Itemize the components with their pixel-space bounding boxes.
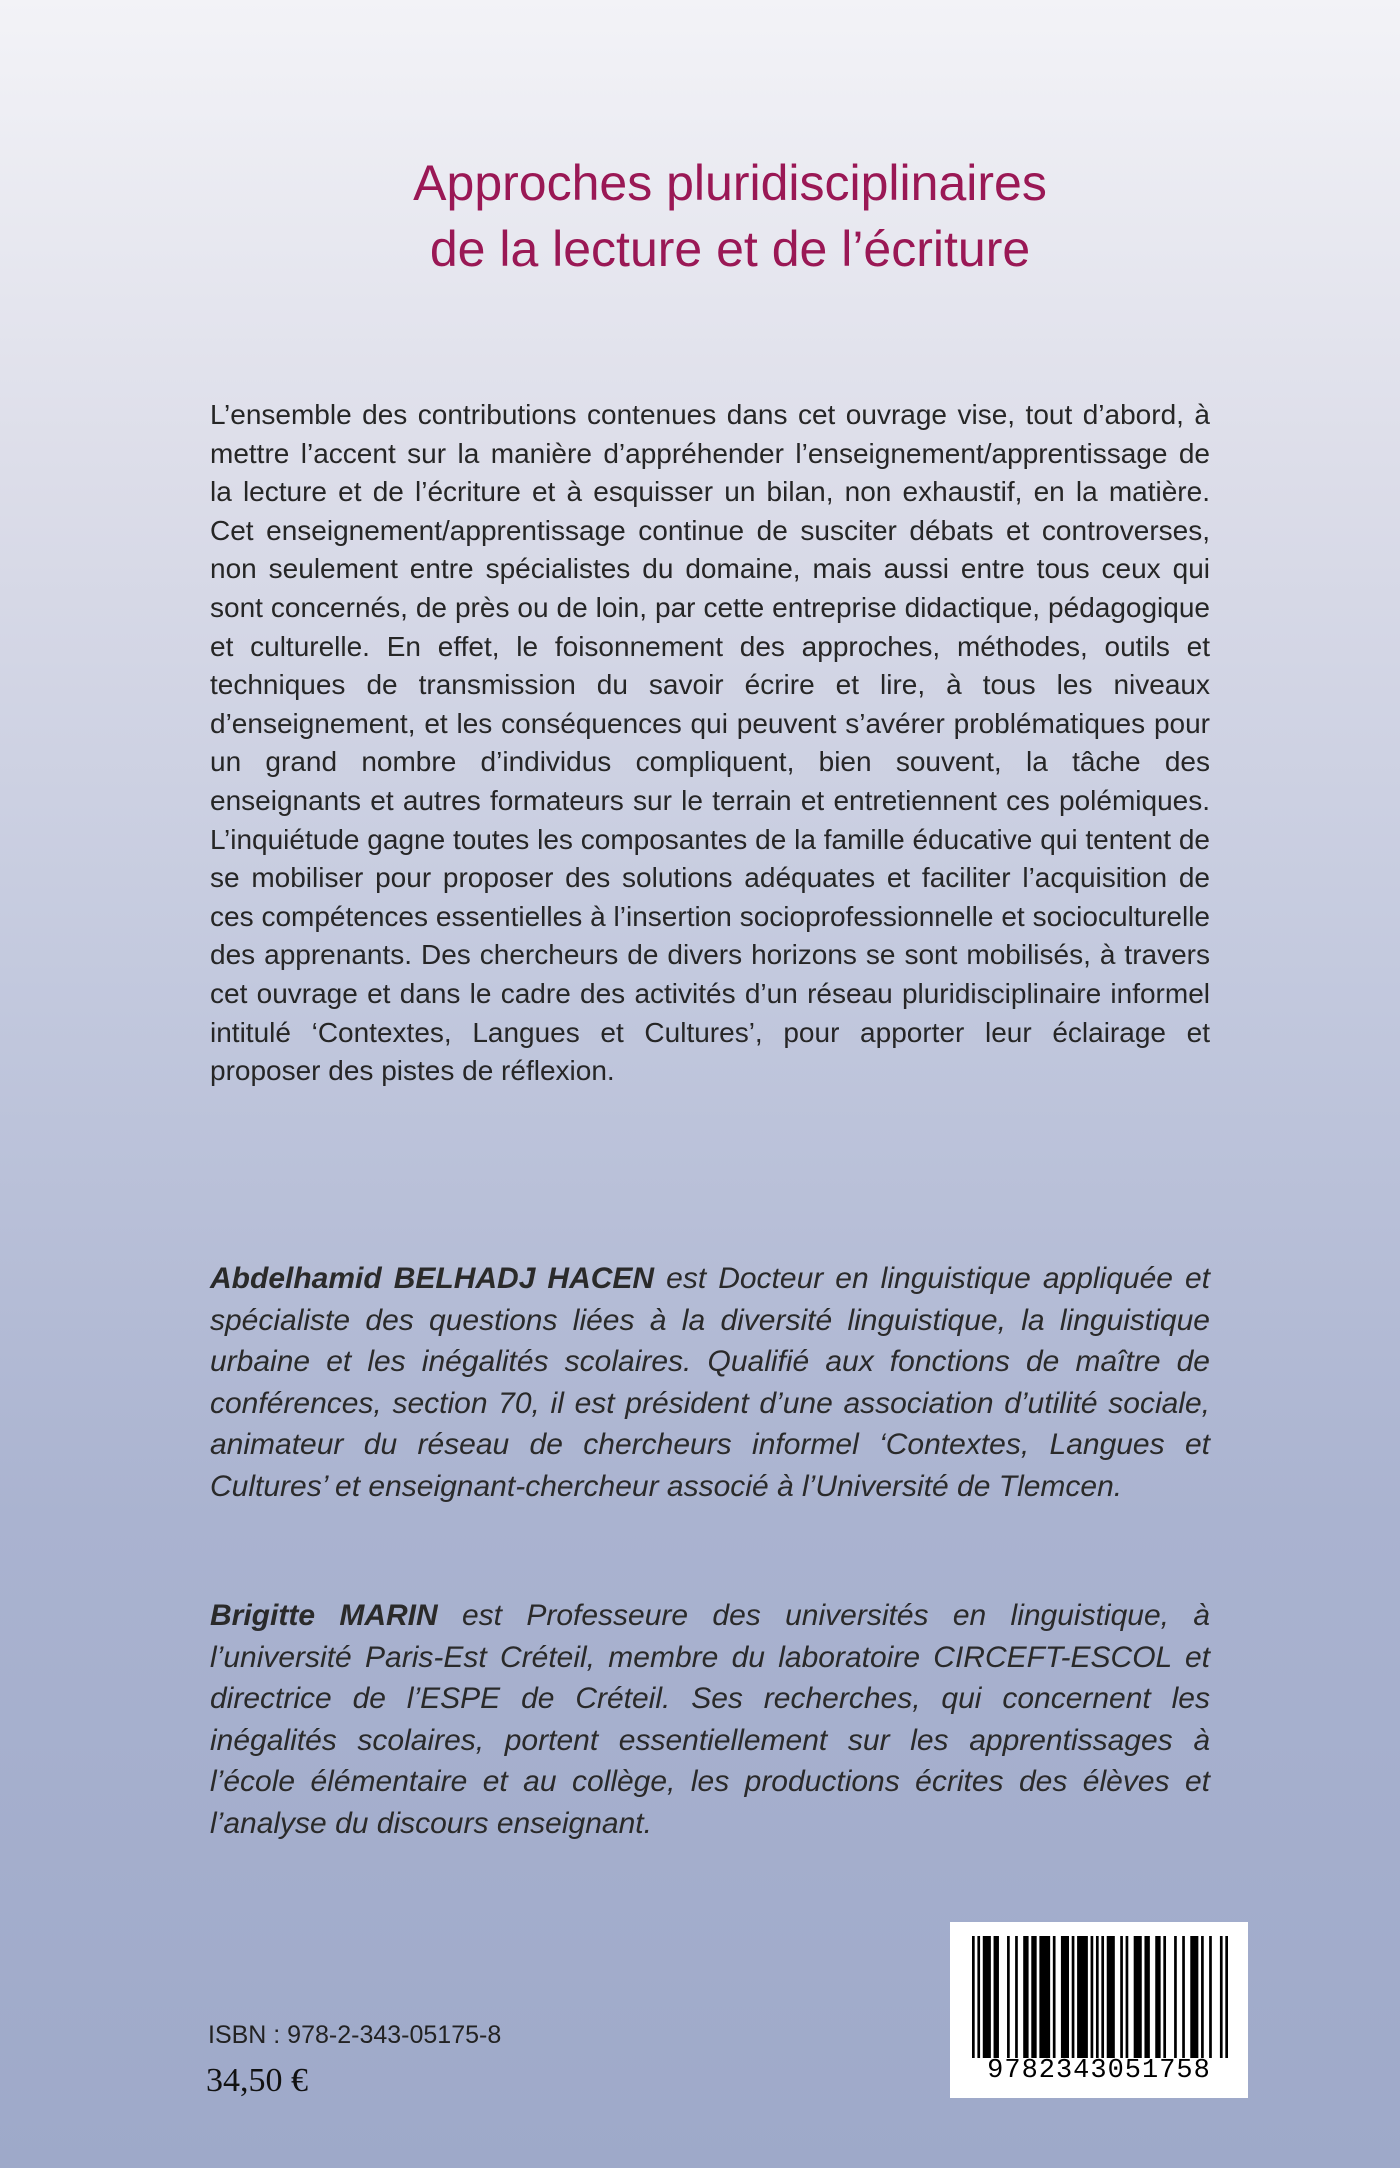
barcode-bar	[1144, 1936, 1149, 2058]
barcode-bar	[1182, 1936, 1185, 2058]
barcode-bar	[1190, 1936, 1198, 2058]
barcode-bar	[1155, 1936, 1160, 2058]
book-title	[200, 150, 1260, 282]
barcode-bar	[1220, 1936, 1223, 2058]
barcode-bar	[1077, 1936, 1088, 2058]
barcode-bars	[972, 1936, 1228, 2058]
price: 34,50 €	[206, 2062, 308, 2099]
barcode-bar	[1039, 1936, 1050, 2058]
barcode-bar	[1174, 1936, 1177, 2058]
barcode-bar	[1101, 1936, 1104, 2058]
author-bio-text-2: est Professeure des universités en linguistique, à l’université Paris-Est Créteil, membre du laboratoire CIRCEFT-ESCOL et directrice de l’ESPE de Créteil. Ses recherches, qui concernent les inégalités scolaires, portent essentiellement sur les apprentissages à l’école élémentaire et au collège, les productions écrites des élèves et l’analyse du discours enseignant.	[210, 1599, 1210, 1840]
barcode-bar	[1091, 1936, 1094, 2058]
barcode-bar	[1201, 1936, 1204, 2058]
barcode-bar	[1120, 1936, 1123, 2058]
barcode-bar	[1053, 1936, 1056, 2058]
barcode-bar	[994, 1936, 999, 2058]
barcode	[950, 1922, 1248, 2098]
book-summary: L’ensemble des contributions contenues dans cet ouvrage vise, tout d’abord, à mettre l’accent sur la manière d’appréhender l’enseignement/apprentissage de la lecture et de l’écriture et à esquisser un bilan, non exhaustif, en la matière. Cet enseignement/apprentissage continue de susciter débats et controverses, non seulement entre spécialistes du domaine, mais aussi entre tous ceux qui sont concernés, de près ou de loin, par cette entreprise didactique, pédagogique et culturelle. En effet, le foisonnement des approches, méthodes, outils et techniques de transmission du savoir écrire et lire, à tous les niveaux d’enseignement, et les conséquences qui peuvent s’avérer problématiques pour un grand nombre d’individus compliquent, bien souvent, la tâche des enseignants et autres formateurs sur le terrain et entretiennent ces polémiques. L’inquiétude gagne toutes les composantes de la famille éducative qui tentent de se mobiliser pour proposer des solutions adéquates et faciliter l’acquisition de ces compétences essentielles à l’insertion socioprofessionnelle et socioculturelle des apprenants. Des chercheurs de divers horizons se sont mobilisés, à travers cet ouvrage et dans le cadre des activités d’un réseau pluridisciplinaire informel intitulé ‘Contextes, Langues et Cultures’, pour apporter leur éclairage et proposer des pistes de réflexion.	[210, 399, 1210, 1087]
barcode-bar	[1023, 1936, 1028, 2058]
book-title-line-2: de la lecture et de l’écriture	[429, 221, 1031, 277]
author-name-2: Brigitte MARIN	[210, 1599, 438, 1632]
barcode-bar	[1225, 1936, 1228, 2058]
author-bio-2	[210, 1595, 1210, 1844]
barcode-bar	[1126, 1936, 1129, 2058]
barcode-bar	[983, 1936, 991, 2058]
barcode-bar	[1072, 1936, 1075, 2058]
author-bio-text-1: est Docteur en linguistique appliquée et spécialiste des questions liées à la diversité linguistique, la linguistique urbaine et les inégalités scolaires. Qualifié aux fonctions de maître de conférences, section 70, il est président d’une association d’utilité sociale, animateur du réseau de chercheurs informel ‘Contextes, Langues et Cultures’ et enseignant-chercheur associé à l’Université de Tlemcen.	[210, 1262, 1211, 1503]
barcode-bar	[1007, 1936, 1010, 2058]
barcode-bar	[972, 1936, 975, 2058]
barcode-digits: 9782343051758	[987, 2056, 1211, 2086]
barcode-bar	[1096, 1936, 1099, 2058]
barcode-bar	[1061, 1936, 1069, 2058]
barcode-bar	[977, 1936, 980, 2058]
book-title-line-1: Approches pluridisciplinaires	[413, 155, 1047, 211]
barcode-bar	[1031, 1936, 1036, 2058]
barcode-bar	[1107, 1936, 1115, 2058]
barcode-bar	[1163, 1936, 1166, 2058]
barcode-bar	[1015, 1936, 1018, 2058]
barcode-bar	[1134, 1936, 1142, 2058]
isbn: ISBN : 978-2-343-05175-8	[208, 2021, 502, 2049]
barcode-bar	[1209, 1936, 1212, 2058]
author-name-1: Abdelhamid BELHADJ HACEN	[210, 1262, 655, 1295]
author-bio-1	[210, 1258, 1210, 1507]
